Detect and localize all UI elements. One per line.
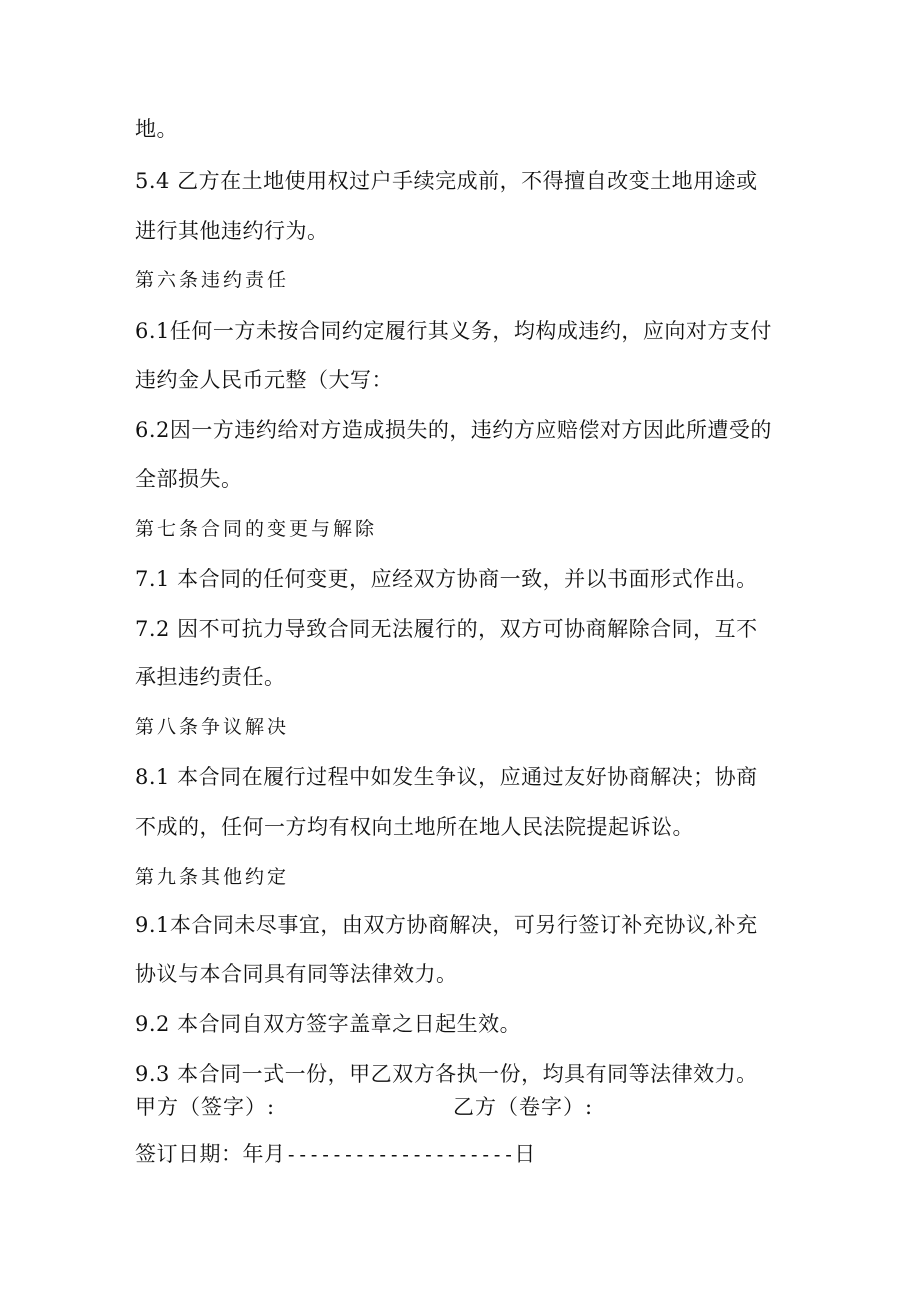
clause-7-2-line-2: 承担违约责任。 xyxy=(135,665,286,689)
signing-date-line xyxy=(135,1140,536,1169)
clause-8-1-line-2: 不成的，任何一方均有权向土地所在地人民法院提起诉讼。 xyxy=(135,815,694,839)
clause-7-2-line-1: 7.2 因不可抗力导致合同无法履行的，双方可协商解除合同，互不 xyxy=(135,617,758,641)
clause-9-1-line-2: 协议与本合同具有同等法律效力。 xyxy=(135,962,458,986)
article-6-heading: 第六条违约责任 xyxy=(135,269,290,291)
article-9-heading: 第九条其他约定 xyxy=(135,866,290,888)
clause-9-3: 9.3 本合同一式一份，甲乙双方各执一份，均具有同等法律效力。 xyxy=(135,1062,758,1086)
party-a-signature-label: 甲方（签字）: xyxy=(135,1095,276,1119)
clause-6-2-line-1: 6.2因一方违约给对方造成损失的，违约方应赔偿对方因此所遭受的 xyxy=(135,418,772,442)
clause-6-1-line-1: 6.1任何一方未按合同约定履行其义务，均构成违约，应向对方支付 xyxy=(135,319,772,343)
clause-7-1: 7.1 本合同的任何变更，应经双方协商一致，并以书面形式作出。 xyxy=(135,567,758,591)
signing-date-label: 签订日期：年月 xyxy=(135,1142,286,1166)
clause-6-2-line-2: 全部损失。 xyxy=(135,467,243,491)
text-line: 地。 xyxy=(135,117,178,141)
clause-8-1-line-1: 8.1 本合同在履行过程中如发生争议，应通过友好协商解决；协商 xyxy=(135,765,758,789)
party-b-signature-label: 乙方（卷字）: xyxy=(453,1095,594,1119)
clause-9-2: 9.2 本合同自双方签字盖章之日起生效。 xyxy=(135,1012,522,1036)
article-8-heading: 第八条争议解决 xyxy=(135,716,290,738)
clause-5-4-line-1: 5.4 乙方在土地使用权过户手续完成前，不得擅自改变土地用途或 xyxy=(135,169,758,193)
clause-9-1-line-1: 9.1本合同未尽事宜，由双方协商解决，可另行签订补充协议,补充 xyxy=(135,913,758,937)
date-fill-dashes: -------------------- xyxy=(285,1144,515,1166)
clause-5-4-line-2: 进行其他违约行为。 xyxy=(135,219,329,243)
clause-6-1-line-2: 违约金人民币元整（大写： xyxy=(135,368,393,392)
date-day-suffix: 日 xyxy=(514,1142,536,1166)
article-7-heading: 第七条合同的变更与解除 xyxy=(135,518,378,540)
